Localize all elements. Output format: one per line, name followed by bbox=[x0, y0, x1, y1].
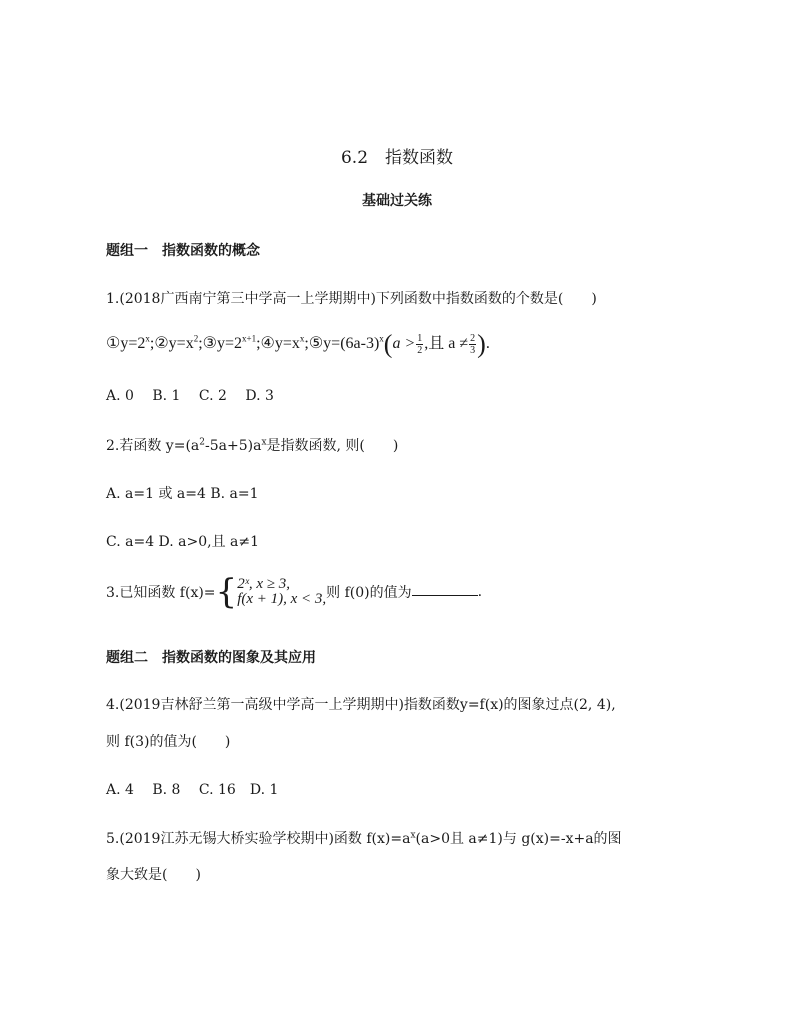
q2-exponent: x bbox=[261, 437, 267, 448]
piece-1: 2ˣ, x ≥ 3, bbox=[237, 576, 291, 592]
question-5-stem-line1 bbox=[106, 828, 622, 848]
left-paren: ( bbox=[383, 329, 393, 359]
option-4-exponent: x bbox=[299, 333, 305, 344]
fraction-numerator: 1 bbox=[417, 332, 423, 344]
fraction-denominator: 3 bbox=[470, 344, 476, 356]
condition-b: ,且 a ≠ bbox=[424, 335, 469, 352]
option-3: ;③y=2 bbox=[198, 335, 242, 352]
piecewise-definition bbox=[237, 577, 326, 607]
fraction-numerator: 2 bbox=[470, 332, 476, 344]
group-heading-1: 题组一 指数函数的概念 bbox=[106, 243, 260, 259]
question-2-choices-line2: C. a=4 D. a>0,且 a≠1 bbox=[106, 534, 260, 550]
fraction-one-half bbox=[416, 333, 423, 356]
condition-a: a > bbox=[392, 335, 416, 352]
period: . bbox=[477, 584, 483, 600]
page-title: 6.2 指数函数 bbox=[340, 148, 454, 168]
question-4-stem-line2: 则 f(3)的值为( ) bbox=[106, 734, 231, 750]
option-2-exponent: 2 bbox=[193, 333, 199, 344]
q5-exponent: x bbox=[410, 830, 416, 841]
question-1-choices: A. 0 B. 1 C. 2 D. 3 bbox=[106, 388, 274, 404]
option-3-exponent: x+1 bbox=[242, 333, 257, 344]
question-4-choices: A. 4 B. 8 C. 16 D. 1 bbox=[106, 782, 279, 798]
q2-exponent: 2 bbox=[199, 437, 205, 448]
q5-stem-part: 5.(2019江苏无锡大桥实验学校期中)函数 f(x)=a bbox=[106, 831, 411, 847]
q2-stem-part: 是指数函数, 则( ) bbox=[266, 438, 399, 454]
option-5-exponent: x bbox=[379, 333, 384, 344]
question-4-stem-line1: 4.(2019吉林舒兰第一高级中学高一上学期期中)指数函数y=f(x)的图象过点(2, 4), bbox=[106, 697, 616, 713]
question-3-stem bbox=[106, 572, 483, 612]
fraction-two-thirds bbox=[469, 333, 476, 356]
section-subtitle: 基础过关练 bbox=[362, 193, 432, 209]
question-5-stem-line2: 象大致是( ) bbox=[106, 867, 201, 883]
q3-stem-part: 3.已知函数 f(x)= bbox=[106, 585, 216, 601]
piece-2: f(x + 1), x < 3, bbox=[237, 591, 327, 607]
option-2: ;②y=x bbox=[149, 335, 194, 352]
option-5: ;⑤y=(6a-3) bbox=[304, 335, 380, 352]
left-brace: { bbox=[215, 572, 238, 612]
q2-stem-part: -5a+5)a bbox=[205, 438, 262, 454]
fraction-denominator: 2 bbox=[417, 344, 423, 356]
question-2-stem bbox=[106, 435, 398, 455]
option-4: ;④y=x bbox=[256, 335, 300, 352]
q5-stem-part: (a>0且 a≠1)与 g(x)=-x+a的图 bbox=[415, 831, 622, 847]
q2-stem-part: 2.若函数 y=(a bbox=[106, 438, 200, 454]
option-1-exponent: x bbox=[145, 333, 150, 344]
question-1-options bbox=[106, 329, 490, 359]
question-1-stem: 1.(2018广西南宁第三中学高一上学期期中)下列函数中指数函数的个数是( ) bbox=[106, 291, 597, 307]
q3-stem-part: 则 f(0)的值为 bbox=[326, 585, 412, 601]
group-heading-2: 题组二 指数函数的图象及其应用 bbox=[106, 650, 316, 666]
option-1: ①y=2 bbox=[106, 335, 146, 352]
question-2-choices-line1: A. a=1 或 a=4 B. a=1 bbox=[106, 486, 259, 502]
period: . bbox=[485, 335, 490, 352]
answer-blank[interactable] bbox=[412, 583, 478, 596]
right-paren: ) bbox=[477, 329, 486, 359]
